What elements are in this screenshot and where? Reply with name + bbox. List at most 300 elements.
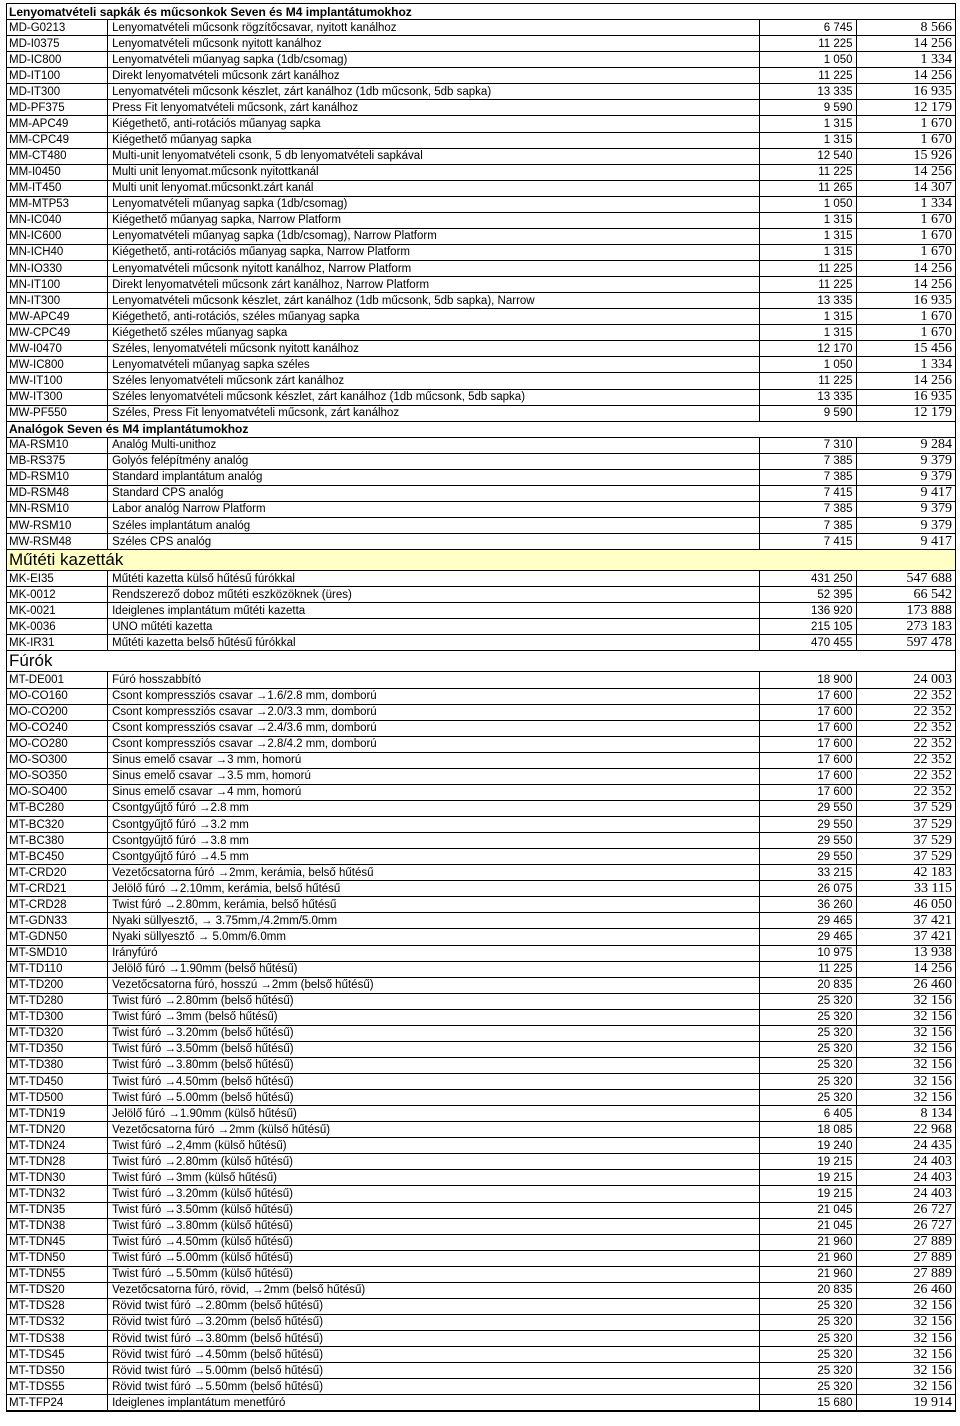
product-code: MT-TD300 [7, 1010, 108, 1026]
product-description: Twist fúró →3.20mm (külső hűtésű) [108, 1186, 760, 1202]
product-code: MT-TDS20 [7, 1283, 108, 1299]
gross-price: 22 352 [857, 737, 955, 753]
table-row [7, 1379, 955, 1395]
gross-price: 22 352 [857, 689, 955, 705]
product-description: Twist fúró →3mm (külső hűtésű) [108, 1170, 760, 1186]
product-code: MT-TDS45 [7, 1347, 108, 1363]
gross-price: 26 727 [857, 1219, 955, 1235]
table-row [7, 833, 955, 849]
net-price: 10 975 [760, 946, 857, 962]
product-code: MT-TD280 [7, 994, 108, 1010]
section-header [7, 651, 955, 672]
product-description: Kiégethető műanyag sapka, Narrow Platform [108, 213, 760, 229]
product-code: MN-IC600 [7, 229, 108, 245]
product-description: Rövid twist fúró →4.50mm (belső hűtésű) [108, 1347, 760, 1363]
net-price: 7 385 [760, 470, 857, 486]
product-code: MD-G0213 [7, 20, 108, 36]
gross-price: 26 460 [857, 1283, 955, 1299]
table-row [7, 165, 955, 181]
net-price: 11 225 [760, 277, 857, 293]
net-price: 6 405 [760, 1106, 857, 1122]
gross-price: 1 670 [857, 229, 955, 245]
product-code: MO-SO350 [7, 769, 108, 785]
product-code: MW-IC800 [7, 357, 108, 373]
product-code: MN-IO330 [7, 261, 108, 277]
product-description: Multi-unit lenyomatvételi csonk, 5 db lenyomatvételi sapkával [108, 149, 760, 165]
net-price: 15 680 [760, 1395, 857, 1411]
price-list-table [6, 3, 956, 1412]
product-description: Twist fúró →2.80mm (belső hűtésű) [108, 994, 760, 1010]
table-row [7, 20, 955, 36]
product-code: MD-RSM48 [7, 486, 108, 502]
gross-price: 27 889 [857, 1251, 955, 1267]
table-row [7, 100, 955, 116]
net-price: 11 225 [760, 373, 857, 389]
table-row [7, 197, 955, 213]
table-row [7, 962, 955, 978]
net-price: 215 105 [760, 619, 857, 635]
gross-price: 14 256 [857, 165, 955, 181]
product-description: Twist fúró →3.80mm (külső hűtésű) [108, 1219, 760, 1235]
net-price: 136 920 [760, 603, 857, 619]
gross-price: 13 938 [857, 946, 955, 962]
product-code: MW-PF550 [7, 406, 108, 422]
net-price: 25 320 [760, 1379, 857, 1395]
product-code: MD-IT300 [7, 84, 108, 100]
product-description: Nyaki süllyesztő → 5.0mm/6.0mm [108, 929, 760, 945]
product-code: MA-RSM10 [7, 438, 108, 454]
product-code: MT-TDS28 [7, 1299, 108, 1315]
product-code: MT-TD350 [7, 1042, 108, 1058]
product-description: Twist fúró →3mm (belső hűtésű) [108, 1010, 760, 1026]
table-row [7, 502, 955, 518]
net-price: 11 225 [760, 962, 857, 978]
product-description: Rövid twist fúró →5.50mm (belső hűtésű) [108, 1379, 760, 1395]
gross-price: 9 379 [857, 502, 955, 518]
gross-price: 1 670 [857, 325, 955, 341]
table-row [7, 897, 955, 913]
gross-price: 14 256 [857, 277, 955, 293]
gross-price: 24 003 [857, 672, 955, 688]
net-price: 25 320 [760, 1299, 857, 1315]
product-description: Csont kompressziós csavar →2.8/4.2 mm, domború [108, 737, 760, 753]
table-row [7, 817, 955, 833]
product-code: MW-CPC49 [7, 325, 108, 341]
gross-price: 1 670 [857, 245, 955, 261]
product-code: MK-IR31 [7, 635, 108, 651]
gross-price: 1 670 [857, 133, 955, 149]
net-price: 11 225 [760, 261, 857, 277]
gross-price: 9 417 [857, 534, 955, 550]
table-row [7, 1186, 955, 1202]
product-code: MT-TDN19 [7, 1106, 108, 1122]
net-price: 1 315 [760, 116, 857, 132]
gross-price: 547 688 [857, 571, 955, 587]
net-price: 21 960 [760, 1267, 857, 1283]
table-row [7, 1331, 955, 1347]
product-description: Jelölő fúró →1.90mm (külső hűtésű) [108, 1106, 760, 1122]
section-title: Lenyomatvételi sapkák és műcsonkok Seven és M4 implantátumokhoz [9, 4, 412, 19]
gross-price: 15 456 [857, 341, 955, 357]
table-row [7, 52, 955, 68]
table-row [7, 737, 955, 753]
table-row [7, 619, 955, 635]
gross-price: 19 914 [857, 1395, 955, 1411]
gross-price: 22 352 [857, 769, 955, 785]
product-description: Lenyomatvételi műanyag sapka (1db/csomag) [108, 197, 760, 213]
net-price: 19 215 [760, 1154, 857, 1170]
gross-price: 24 403 [857, 1154, 955, 1170]
net-price: 21 045 [760, 1219, 857, 1235]
product-description: Analóg Multi-unithoz [108, 438, 760, 454]
product-code: MT-TDN28 [7, 1154, 108, 1170]
product-code: MT-TD450 [7, 1074, 108, 1090]
gross-price: 15 926 [857, 149, 955, 165]
product-code: MT-CRD21 [7, 881, 108, 897]
gross-price: 1 334 [857, 197, 955, 213]
product-description: Lenyomatvételi műcsonk rögzítőcsavar, nyitott kanálhoz [108, 20, 760, 36]
table-row [7, 133, 955, 149]
product-code: MT-TDN38 [7, 1219, 108, 1235]
gross-price: 273 183 [857, 619, 955, 635]
table-row [7, 603, 955, 619]
gross-price: 37 421 [857, 913, 955, 929]
product-code: MT-SMD10 [7, 946, 108, 962]
gross-price: 1 334 [857, 357, 955, 373]
product-code: MW-I0470 [7, 341, 108, 357]
table-row [7, 470, 955, 486]
gross-price: 22 352 [857, 705, 955, 721]
gross-price: 32 156 [857, 1010, 955, 1026]
table-row [7, 36, 955, 52]
gross-price: 1 670 [857, 309, 955, 325]
product-description: Vezetőcsatorna fúró, rövid, →2mm (belső hűtésű) [108, 1283, 760, 1299]
section-title: Fúrók [9, 651, 53, 671]
table-row [7, 1267, 955, 1283]
product-description: Direkt lenyomatvételi műcsonk zárt kanálhoz [108, 68, 760, 84]
gross-price: 32 156 [857, 1026, 955, 1042]
gross-price: 32 156 [857, 1347, 955, 1363]
product-description: Ideiglenes implantátum műtéti kazetta [108, 603, 760, 619]
net-price: 1 315 [760, 245, 857, 261]
gross-price: 66 542 [857, 587, 955, 603]
net-price: 7 385 [760, 518, 857, 534]
gross-price: 32 156 [857, 1363, 955, 1379]
net-price: 11 225 [760, 36, 857, 52]
product-description: Twist fúró →4.50mm (külső hűtésű) [108, 1235, 760, 1251]
table-row [7, 705, 955, 721]
gross-price: 9 379 [857, 518, 955, 534]
product-description: Lenyomatvételi műanyag sapka (1db/csomag), Narrow Platform [108, 229, 760, 245]
product-description: Csontgyűjtő fúró →4.5 mm [108, 849, 760, 865]
net-price: 19 240 [760, 1138, 857, 1154]
product-code: MO-CO160 [7, 689, 108, 705]
table-row [7, 769, 955, 785]
net-price: 33 215 [760, 865, 857, 881]
gross-price: 32 156 [857, 1074, 955, 1090]
product-description: Vezetőcsatorna fúró →2mm, kerámia, belső hűtésű [108, 865, 760, 881]
product-code: MN-RSM10 [7, 502, 108, 518]
product-code: MD-IT100 [7, 68, 108, 84]
gross-price: 24 435 [857, 1138, 955, 1154]
gross-price: 32 156 [857, 1331, 955, 1347]
table-row [7, 587, 955, 603]
net-price: 11 225 [760, 68, 857, 84]
product-description: Golyós felépítmény analóg [108, 454, 760, 470]
net-price: 17 600 [760, 689, 857, 705]
net-price: 25 320 [760, 1347, 857, 1363]
table-row [7, 946, 955, 962]
product-description: Twist fúró →3.80mm (belső hűtésű) [108, 1058, 760, 1074]
gross-price: 24 403 [857, 1170, 955, 1186]
product-description: Jelölő fúró →1.90mm (belső hűtésű) [108, 962, 760, 978]
product-description: Lenyomatvételi műcsonk készlet, zárt kanálhoz (1db műcsonk, 5db sapka), Narrow [108, 293, 760, 309]
product-description: Csontgyűjtő fúró →3.8 mm [108, 833, 760, 849]
table-row [7, 149, 955, 165]
net-price: 1 315 [760, 325, 857, 341]
gross-price: 27 889 [857, 1267, 955, 1283]
product-code: MM-MTP53 [7, 197, 108, 213]
product-code: MT-TDN20 [7, 1122, 108, 1138]
gross-price: 37 421 [857, 929, 955, 945]
net-price: 20 835 [760, 978, 857, 994]
net-price: 7 310 [760, 438, 857, 454]
product-code: MT-TDN50 [7, 1251, 108, 1267]
product-description: Twist fúró →2.80mm (külső hűtésű) [108, 1154, 760, 1170]
product-code: MM-CT480 [7, 149, 108, 165]
gross-price: 14 256 [857, 373, 955, 389]
net-price: 7 415 [760, 534, 857, 550]
product-description: Műtéti kazetta külső hűtésű fúrókkal [108, 571, 760, 587]
product-code: MD-PF375 [7, 100, 108, 116]
product-description: Rövid twist fúró →3.20mm (belső hűtésű) [108, 1315, 760, 1331]
net-price: 21 045 [760, 1203, 857, 1219]
net-price: 29 550 [760, 801, 857, 817]
net-price: 1 050 [760, 197, 857, 213]
net-price: 29 550 [760, 833, 857, 849]
net-price: 12 170 [760, 341, 857, 357]
product-description: Kiégethető műanyag sapka [108, 133, 760, 149]
gross-price: 16 935 [857, 293, 955, 309]
net-price: 7 385 [760, 454, 857, 470]
net-price: 17 600 [760, 737, 857, 753]
product-description: Kiégethető, anti-rotációs műanyag sapka, Narrow Platform [108, 245, 760, 261]
product-code: MM-APC49 [7, 116, 108, 132]
product-code: MT-GDN50 [7, 929, 108, 945]
gross-price: 9 379 [857, 454, 955, 470]
product-description: Multi unit lenyomat.műcsonkt.zárt kanál [108, 181, 760, 197]
net-price: 7 385 [760, 502, 857, 518]
table-row [7, 390, 955, 406]
net-price: 17 600 [760, 721, 857, 737]
product-code: MN-IT300 [7, 293, 108, 309]
gross-price: 42 183 [857, 865, 955, 881]
product-code: MM-IT450 [7, 181, 108, 197]
product-code: MT-TDS50 [7, 1363, 108, 1379]
net-price: 21 960 [760, 1251, 857, 1267]
product-description: Kiégethető széles műanyag sapka [108, 325, 760, 341]
gross-price: 8 134 [857, 1106, 955, 1122]
product-description: UNO műtéti kazetta [108, 619, 760, 635]
gross-price: 14 307 [857, 181, 955, 197]
table-row [7, 1170, 955, 1186]
product-code: MT-TDN45 [7, 1235, 108, 1251]
product-code: MO-CO200 [7, 705, 108, 721]
product-code: MT-TDS55 [7, 1379, 108, 1395]
table-row [7, 438, 955, 454]
net-price: 25 320 [760, 1331, 857, 1347]
table-row [7, 341, 955, 357]
table-row [7, 849, 955, 865]
product-code: MO-SO400 [7, 785, 108, 801]
product-code: MM-I0450 [7, 165, 108, 181]
product-code: MO-CO240 [7, 721, 108, 737]
product-description: Kiégethető, anti-rotációs, széles műanyag sapka [108, 309, 760, 325]
product-code: MT-BC380 [7, 833, 108, 849]
gross-price: 46 050 [857, 897, 955, 913]
gross-price: 16 935 [857, 84, 955, 100]
gross-price: 8 566 [857, 20, 955, 36]
product-description: Fúró hosszabbító [108, 672, 760, 688]
net-price: 1 315 [760, 213, 857, 229]
gross-price: 14 256 [857, 36, 955, 52]
table-row [7, 181, 955, 197]
product-code: MB-RS375 [7, 454, 108, 470]
net-price: 17 600 [760, 753, 857, 769]
table-row [7, 1315, 955, 1331]
net-price: 25 320 [760, 1026, 857, 1042]
net-price: 25 320 [760, 1074, 857, 1090]
product-code: MK-EI35 [7, 571, 108, 587]
net-price: 11 225 [760, 165, 857, 181]
gross-price: 32 156 [857, 1315, 955, 1331]
product-description: Nyaki süllyesztő, → 3.75mm,/4.2mm/5.0mm [108, 913, 760, 929]
gross-price: 22 352 [857, 721, 955, 737]
table-row [7, 116, 955, 132]
net-price: 18 900 [760, 672, 857, 688]
gross-price: 9 417 [857, 486, 955, 502]
gross-price: 32 156 [857, 1299, 955, 1315]
net-price: 1 315 [760, 133, 857, 149]
product-description: Twist fúró →4.50mm (belső hűtésű) [108, 1074, 760, 1090]
product-code: MO-SO300 [7, 753, 108, 769]
section-title: Analógok Seven és M4 implantátumokhoz [9, 422, 249, 437]
product-code: MT-TDN24 [7, 1138, 108, 1154]
gross-price: 22 352 [857, 785, 955, 801]
gross-price: 24 403 [857, 1186, 955, 1202]
gross-price: 22 968 [857, 1122, 955, 1138]
table-row [7, 1235, 955, 1251]
gross-price: 26 727 [857, 1203, 955, 1219]
gross-price: 26 460 [857, 978, 955, 994]
net-price: 17 600 [760, 705, 857, 721]
table-row [7, 1058, 955, 1074]
product-code: MN-IT100 [7, 277, 108, 293]
table-row [7, 635, 955, 651]
product-description: Twist fúró →3.50mm (külső hűtésű) [108, 1203, 760, 1219]
product-description: Csont kompressziós csavar →1.6/2.8 mm, domború [108, 689, 760, 705]
gross-price: 32 156 [857, 994, 955, 1010]
table-row [7, 1203, 955, 1219]
product-description: Csont kompressziós csavar →2.0/3.3 mm, domború [108, 705, 760, 721]
table-row [7, 1010, 955, 1026]
product-code: MK-0036 [7, 619, 108, 635]
net-price: 19 215 [760, 1170, 857, 1186]
net-price: 26 075 [760, 881, 857, 897]
table-row [7, 753, 955, 769]
gross-price: 14 256 [857, 261, 955, 277]
product-code: MN-ICH40 [7, 245, 108, 261]
product-code: MW-RSM48 [7, 534, 108, 550]
product-code: MT-TD110 [7, 962, 108, 978]
net-price: 25 320 [760, 1315, 857, 1331]
table-row [7, 1347, 955, 1363]
net-price: 25 320 [760, 1363, 857, 1379]
product-description: Jelölő fúró →2.10mm, kerámia, belső hűtésű [108, 881, 760, 897]
section-header [7, 4, 955, 20]
product-description: Széles, lenyomatvételi műcsonk nyitott kanálhoz [108, 341, 760, 357]
product-description: Rövid twist fúró →3.80mm (belső hűtésű) [108, 1331, 760, 1347]
product-code: MT-CRD20 [7, 865, 108, 881]
gross-price: 14 256 [857, 962, 955, 978]
table-row [7, 84, 955, 100]
product-description: Széles implantátum analóg [108, 518, 760, 534]
table-row [7, 518, 955, 534]
net-price: 25 320 [760, 1042, 857, 1058]
product-code: MT-TFP24 [7, 1395, 108, 1411]
product-description: Lenyomatvételi műanyag sapka széles [108, 357, 760, 373]
table-row [7, 801, 955, 817]
net-price: 12 540 [760, 149, 857, 165]
gross-price: 16 935 [857, 390, 955, 406]
product-description: Rövid twist fúró →5.00mm (belső hűtésű) [108, 1363, 760, 1379]
net-price: 52 395 [760, 587, 857, 603]
net-price: 13 335 [760, 84, 857, 100]
table-row [7, 994, 955, 1010]
table-row [7, 406, 955, 422]
product-description: Standard implantátum analóg [108, 470, 760, 486]
table-row [7, 881, 955, 897]
gross-price: 1 670 [857, 116, 955, 132]
product-code: MO-CO280 [7, 737, 108, 753]
product-description: Csontgyűjtő fúró →2.8 mm [108, 801, 760, 817]
product-code: MW-RSM10 [7, 518, 108, 534]
table-row [7, 1363, 955, 1379]
product-description: Ideiglenes implantátum menetfúró [108, 1395, 760, 1411]
table-row [7, 1283, 955, 1299]
net-price: 20 835 [760, 1283, 857, 1299]
product-description: Rövid twist fúró →2.80mm (belső hűtésű) [108, 1299, 760, 1315]
product-code: MT-TDN30 [7, 1170, 108, 1186]
table-row [7, 1026, 955, 1042]
gross-price: 37 529 [857, 817, 955, 833]
table-row [7, 325, 955, 341]
net-price: 29 550 [760, 849, 857, 865]
table-row [7, 373, 955, 389]
product-description: Standard CPS analóg [108, 486, 760, 502]
product-code: MT-BC320 [7, 817, 108, 833]
net-price: 17 600 [760, 785, 857, 801]
product-code: MT-TDN35 [7, 1203, 108, 1219]
net-price: 1 315 [760, 309, 857, 325]
net-price: 25 320 [760, 1010, 857, 1026]
table-row [7, 1154, 955, 1170]
product-description: Direkt lenyomatvételi műcsonk zárt kanálhoz, Narrow Platform [108, 277, 760, 293]
product-description: Lenyomatvételi műanyag sapka (1db/csomag) [108, 52, 760, 68]
net-price: 9 590 [760, 100, 857, 116]
net-price: 13 335 [760, 390, 857, 406]
product-code: MT-TDS32 [7, 1315, 108, 1331]
